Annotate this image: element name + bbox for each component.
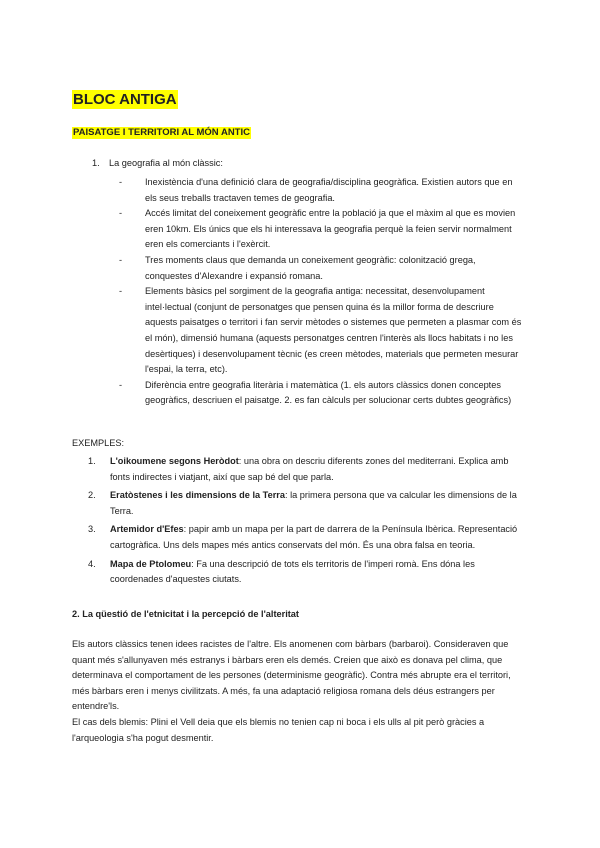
example-item [88,454,522,485]
dash-bullet: - [119,208,123,219]
examples-label: EXEMPLES: [72,438,125,448]
dash-bullet: - [119,177,123,187]
section-2-body [72,637,528,746]
example-title: Artemidor d'Efes [110,524,184,535]
paragraph: Els autors clàssics tenen idees racistes de l'altre. Els anomenen com bàrbars (barbaroi). Consideraven que quant més s'allunyaven més estranys i bàrbars eren els demés. Creien que això es donava pel clima, que determinava el comportament de les persones (determinisme geogràfic). Contra més abrupte era el territori, més bàrbars eren i menys civilitzats. A més, fa una adaptació religiosa romana dels déus estrangers per entendre'ls. [72,639,511,712]
list-item [119,175,525,206]
example-title: Mapa de Ptolomeu [110,558,192,569]
page-subtitle: PAISATGE I TERRITORI AL MÓN ANTIC [73,127,250,138]
examples-list [88,454,522,591]
example-number: 4. [88,558,96,569]
list-item [119,378,525,409]
example-number: 3. [88,524,96,535]
paragraph: El cas dels blemis: Plini el Vell deia que els blemis no tenien cap ni boca i els ulls al pit però gràcies a l'arqueologia s'ha pogut desmentir. [72,716,485,743]
example-title: Eratòstenes i les dimensions de la Terra [110,490,285,501]
example-text: : Fa una descripció de tots els territoris de l'imperi romà. Ens dóna les coordenades d'aquestes ciutats. [110,558,475,585]
example-item [88,557,522,588]
list-item-text: Accés limitat del coneixement geogràfic entre la població ja que el màxim al que es movien eren 10km. Els únics que els hi interessava la geografia perquè la feien servir normalment eren els comerciants i l'exèrcit. [145,208,516,250]
list-item [119,206,525,253]
example-text: : la primera persona que va calcular les dimensions de la Terra. [110,490,517,516]
section-1-heading: La geografia al món clàssic: [109,158,223,168]
list-item-text: Diferència entre geografia literària i matemàtica (1. els autors clàssics donen conceptes geogràfics, descriuen el paisatge. 2. es fan càlculs per solucionar certs dubtes geogràfics) [145,379,512,406]
example-title: L'oikoumene segons Heròdot [110,456,239,466]
example-item [88,522,522,553]
dash-bullet: - [119,379,123,390]
dash-bullet: - [119,254,123,265]
page-title: BLOC ANTIGA [73,91,177,108]
list-item-text: Tres moments claus que demanda un coneixement geogràfic: colonització grega, conquestes d'Alexandre i expansió romana. [145,254,476,281]
section-1-list [119,175,525,409]
list-item-text: Elements bàsics pel sorgiment de la geografia antiga: necessitat, desenvolupament intel·lectual (conjunt de personatges que pensen quina és la millor forma de descriure aquests paisatges o territori i fan servir mètodes o sistemes que permeten a plasmar com és el món), dimensió humana (aquests personatges centren l'interès als llocs habitats i no les desèrtiques) i desenvolupament tècnic (es creen mètodes, materials que permeten mesurar l'espai, la terra, etc). [145,286,522,375]
example-number: 2. [88,490,96,501]
list-item-text: Inexistència d'una definició clara de geografia/disciplina geogràfica. Existien autors que en els seus treballs tractaven temes de geografia. [145,177,513,203]
example-item [88,488,522,519]
dash-bullet: - [119,286,123,297]
list-item [119,284,525,378]
example-text: : una obra on descriu diferents zones del mediterrani. Explica amb fonts indirectes i viatjant, així que sap bé del que parla. [110,456,509,482]
section-2-heading: 2. La qüestió de l'etnicitat i la percepció de l'alteritat [72,609,299,619]
example-text: : papir amb un mapa per la part de darrera de la Península Ibèrica. Representació cartogràfica. Uns dels mapes més antics conservats del món. És una obra falsa en teoria. [110,524,518,550]
section-1-number: 1. [92,158,100,168]
list-item [119,253,525,284]
example-number: 1. [88,456,96,466]
